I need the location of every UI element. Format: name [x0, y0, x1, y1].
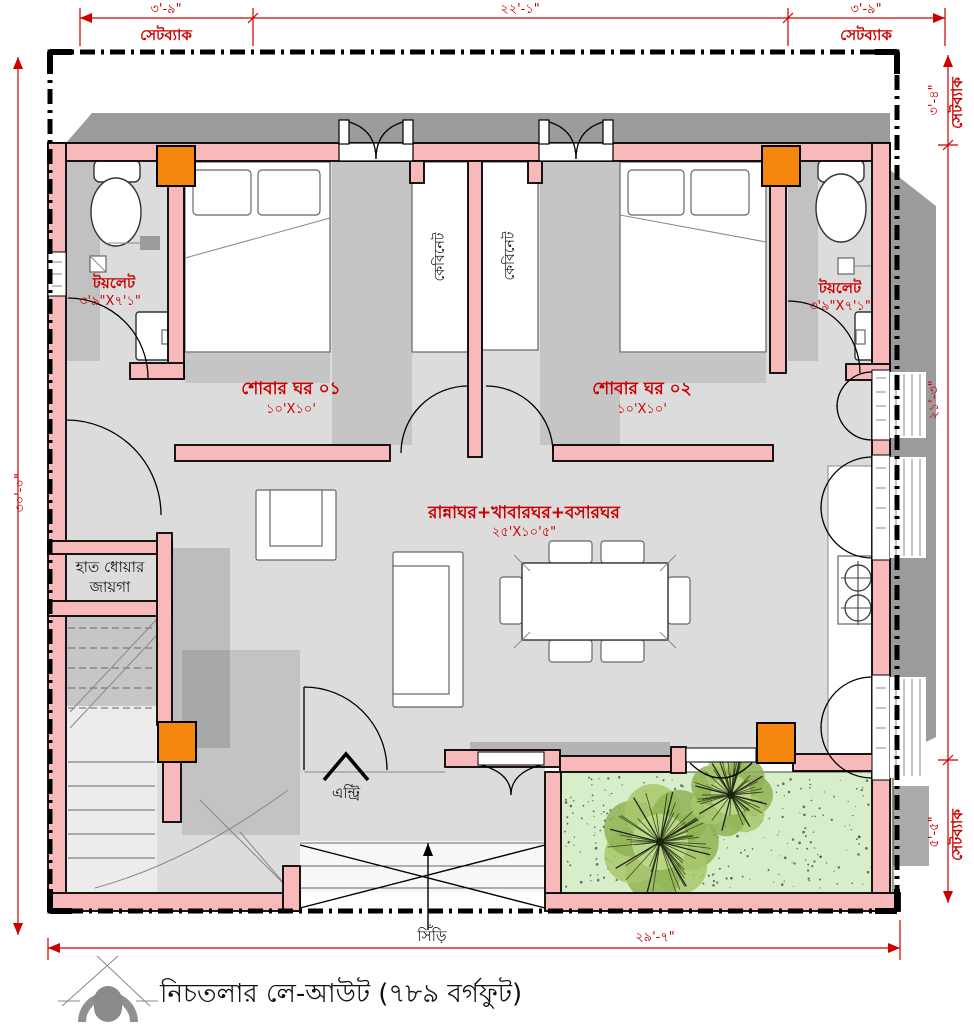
setback-label-right-bottom: সেটব্যাক — [948, 809, 966, 861]
bedroom2-size: ১০'X১০' — [617, 402, 667, 417]
bedroom2-name: শোবার ঘর ০২ — [592, 379, 692, 399]
handwash-label-line2: জায়গা — [89, 578, 131, 596]
dim-left-side: ৩০'-০" — [13, 473, 28, 513]
toilet-right-name: টয়লেট — [818, 279, 862, 297]
studio-logo-icon — [58, 956, 158, 1022]
left-dimension — [13, 57, 28, 935]
column — [757, 723, 795, 763]
toilet-right-size: ৩'৯"X৭'১" — [809, 299, 871, 314]
top-dimension — [80, 2, 945, 46]
living-name: রান্নাঘর+খাবারঘর+বসারঘর — [428, 503, 620, 523]
dim-top-middle: ২২'-১" — [500, 2, 540, 17]
bottom-dimension — [48, 920, 900, 960]
toilet-left-name: টয়লেট — [92, 274, 136, 292]
bedroom1-size: ১০'X১০' — [266, 402, 316, 417]
armchair — [256, 490, 336, 560]
setback-label-top-left: সেটব্যাক — [140, 26, 192, 44]
dim-right-bottom: ৫'-৫" — [927, 816, 942, 848]
dim-top-right: ৩'-৯" — [850, 2, 882, 17]
entry-label: এন্ট্রি — [331, 784, 361, 802]
column — [157, 146, 195, 186]
handwash-label-line1: হাত ধোয়ার — [75, 558, 145, 576]
column — [158, 722, 196, 762]
drawing-title: নিচতলার লে-আউট (৭৮৯ বর্গফুট) — [160, 979, 523, 1009]
bed-2 — [620, 162, 766, 352]
garden — [561, 754, 893, 900]
cabinet-left-label: কেবিনেট — [432, 232, 448, 282]
setback-label-right-top: সেটব্যাক — [948, 77, 966, 129]
dim-bottom-width: ২৯'-৭" — [635, 930, 675, 945]
kitchen-counter — [828, 466, 878, 760]
cabinet-left — [412, 162, 468, 352]
dim-top-left: ৩'-৯" — [150, 2, 182, 17]
dim-right-top: ৩'-৪" — [927, 84, 942, 116]
column — [762, 146, 800, 186]
dim-right-middle: ২১'-৩" — [927, 380, 942, 420]
cabinet-right — [482, 162, 538, 350]
stairs-label: সিঁড়ি — [417, 927, 447, 945]
toilet-left-size: ৩'৯"X৭'১" — [79, 294, 141, 309]
sofa — [393, 552, 463, 707]
caption-block — [58, 956, 522, 1022]
living-size: ২৫'X১০'৫" — [491, 525, 557, 540]
cabinet-right-label: কেবিনেট — [502, 231, 518, 281]
setback-label-top-right: সেটব্যাক — [840, 26, 892, 44]
bed-1 — [185, 162, 330, 352]
bedroom1-name: শোবার ঘর ০১ — [241, 379, 341, 399]
